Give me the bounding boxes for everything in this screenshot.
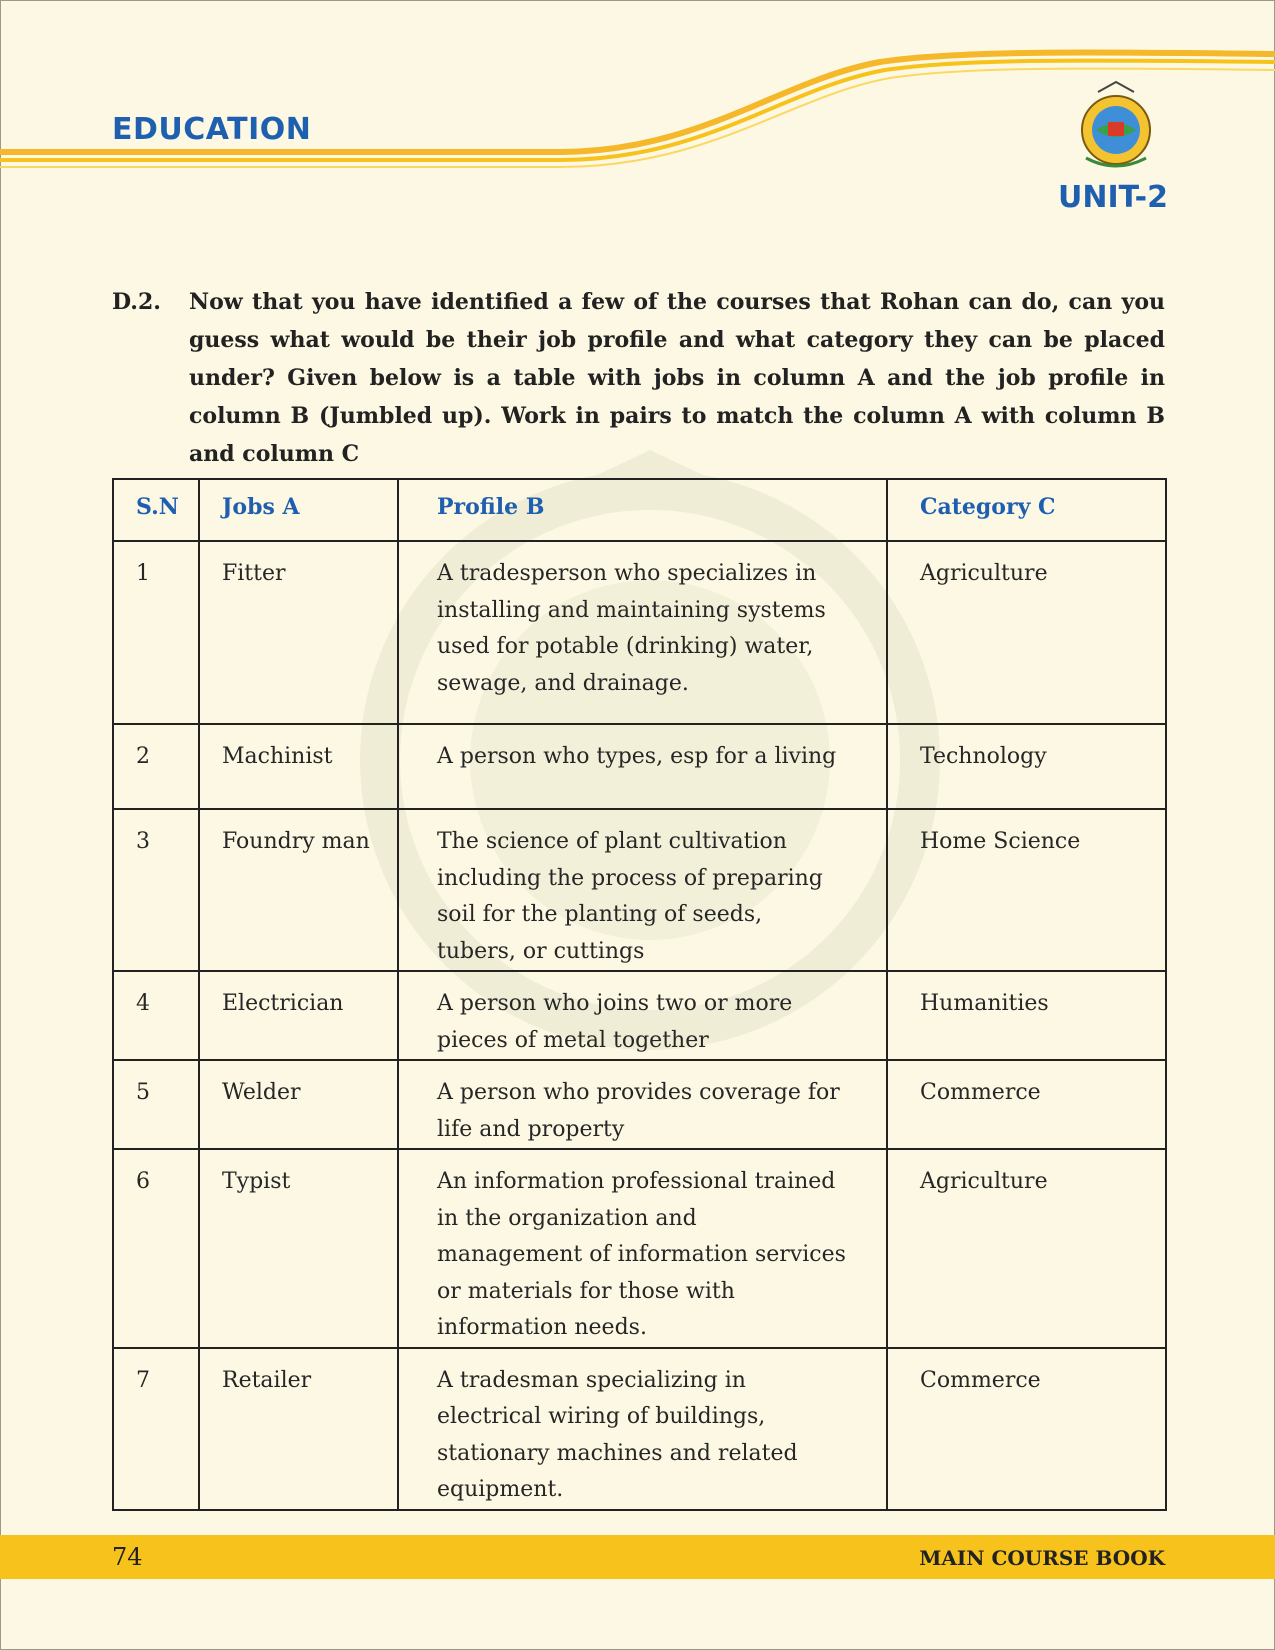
cell-profile: An information professional trained in the organization and management of information services or materials for those with information needs. (398, 1149, 887, 1348)
table-row (113, 1348, 1166, 1510)
header-profile: Profile B (398, 479, 887, 541)
question-number: D.2. (112, 289, 161, 315)
question-text: Now that you have identified a few of the courses that Rohan can do, can you guess what would be their job profile and what category they can be placed under? Given below is a table with jobs in column A and the job profile in column B (Jumbled up). Work in pairs to match the column A with column B and column C (189, 289, 1165, 467)
cell-sn: 5 (113, 1060, 199, 1149)
cell-job: Welder (199, 1060, 398, 1149)
school-logo-emblem (1068, 78, 1164, 178)
cell-category: Commerce (887, 1060, 1166, 1149)
table-header-row (113, 479, 1166, 541)
question-block (112, 283, 1165, 473)
table-row (113, 1060, 1166, 1149)
cell-sn: 1 (113, 541, 199, 724)
cell-sn: 7 (113, 1348, 199, 1510)
cell-profile: A person who types, esp for a living (398, 724, 887, 809)
cell-sn: 6 (113, 1149, 199, 1348)
header-jobs: Jobs A (199, 479, 398, 541)
cell-profile: A person who joins two or more pieces of metal together (398, 971, 887, 1060)
cell-sn: 4 (113, 971, 199, 1060)
cell-profile: A tradesperson who specializes in installing and maintaining systems used for potable (drinking) water, sewage, and drainage. (398, 541, 887, 724)
table-row (113, 541, 1166, 724)
cell-category: Humanities (887, 971, 1166, 1060)
table-row (113, 971, 1166, 1060)
cell-category: Commerce (887, 1348, 1166, 1510)
cell-sn: 2 (113, 724, 199, 809)
cell-sn: 3 (113, 809, 199, 971)
cell-category: Technology (887, 724, 1166, 809)
table-row (113, 724, 1166, 809)
cell-job: Electrician (199, 971, 398, 1060)
unit-label: UNIT-2 (1058, 180, 1169, 215)
cell-job: Retailer (199, 1348, 398, 1510)
cell-category: Agriculture (887, 541, 1166, 724)
table-row (113, 809, 1166, 971)
header-sn: S.N (113, 479, 199, 541)
cell-profile: A tradesman specializing in electrical wiring of buildings, stationary machines and related equipment. (398, 1348, 887, 1510)
page-number: 74 (112, 1543, 143, 1571)
header-category: Category C (887, 479, 1166, 541)
cell-job: Typist (199, 1149, 398, 1348)
cell-category: Home Science (887, 809, 1166, 971)
cell-job: Fitter (199, 541, 398, 724)
cell-profile: A person who provides coverage for life and property (398, 1060, 887, 1149)
book-name: MAIN COURSE BOOK (919, 1546, 1165, 1570)
cell-job: Foundry man (199, 809, 398, 971)
table-row (113, 1149, 1166, 1348)
cell-category: Agriculture (887, 1149, 1166, 1348)
jobs-table (112, 478, 1167, 1511)
section-title: EDUCATION (112, 112, 312, 147)
cell-profile: The science of plant cultivation including the process of preparing soil for the planting of seeds, tubers, or cuttings (398, 809, 887, 971)
cell-job: Machinist (199, 724, 398, 809)
